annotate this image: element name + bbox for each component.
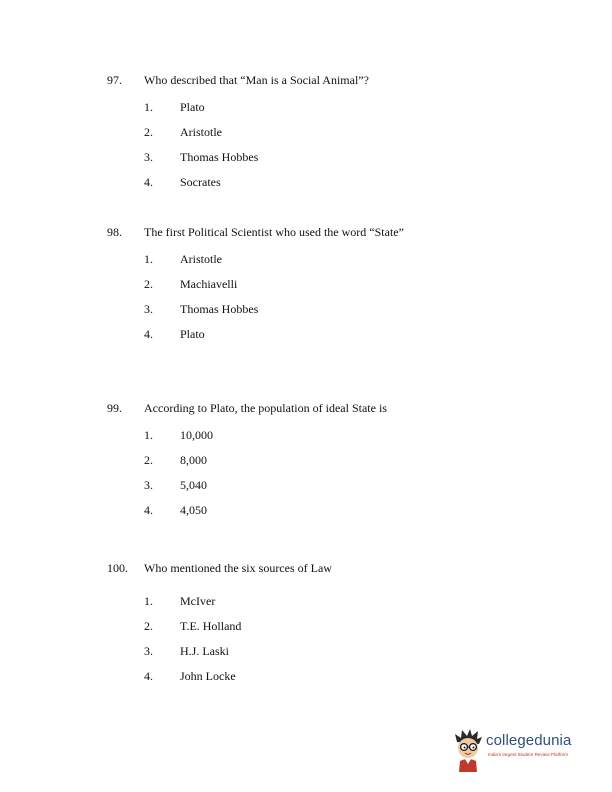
option-text: Thomas Hobbes: [180, 150, 259, 164]
option-number: 2.: [144, 619, 153, 633]
option-text: John Locke: [180, 669, 236, 683]
question-text: The first Political Scientist who used the word “State”: [144, 225, 404, 239]
brand-name: collegedunia: [486, 732, 572, 749]
option-text: Thomas Hobbes: [180, 302, 259, 316]
question-text: Who described that “Man is a Social Animal”?: [144, 73, 369, 87]
option-number: 4.: [144, 503, 153, 517]
student-mascot-icon: [452, 728, 484, 772]
question-number: 100.: [107, 561, 128, 575]
option-number: 2.: [144, 453, 153, 467]
option-text: H.J. Laski: [180, 644, 229, 658]
option-text: Aristotle: [180, 252, 222, 266]
option-number: 1.: [144, 252, 153, 266]
collegedunia-logo: [452, 726, 602, 776]
option-number: 2.: [144, 277, 153, 291]
option-number: 3.: [144, 644, 153, 658]
option-text: 4,050: [180, 503, 207, 517]
option-text: 10,000: [180, 428, 213, 442]
option-number: 1.: [144, 428, 153, 442]
option-number: 4.: [144, 669, 153, 683]
option-number: 4.: [144, 327, 153, 341]
option-number: 1.: [144, 594, 153, 608]
option-number: 2.: [144, 125, 153, 139]
option-text: Plato: [180, 100, 205, 114]
option-number: 3.: [144, 302, 153, 316]
option-text: 5,040: [180, 478, 207, 492]
option-text: McIver: [180, 594, 216, 608]
option-number: 3.: [144, 478, 153, 492]
question-number: 99.: [107, 401, 122, 415]
option-text: T.E. Holland: [180, 619, 242, 633]
option-number: 3.: [144, 150, 153, 164]
question-text: Who mentioned the six sources of Law: [144, 561, 332, 575]
brand-tagline: India's largest Student Review Platform: [488, 752, 569, 757]
question-number: 97.: [107, 73, 122, 87]
option-number: 1.: [144, 100, 153, 114]
option-text: 8,000: [180, 453, 207, 467]
option-number: 4.: [144, 175, 153, 189]
option-text: Socrates: [180, 175, 221, 189]
question-text: According to Plato, the population of ideal State is: [144, 401, 387, 415]
option-text: Aristotle: [180, 125, 222, 139]
option-text: Plato: [180, 327, 205, 341]
question-number: 98.: [107, 225, 122, 239]
option-text: Machiavelli: [180, 277, 238, 291]
